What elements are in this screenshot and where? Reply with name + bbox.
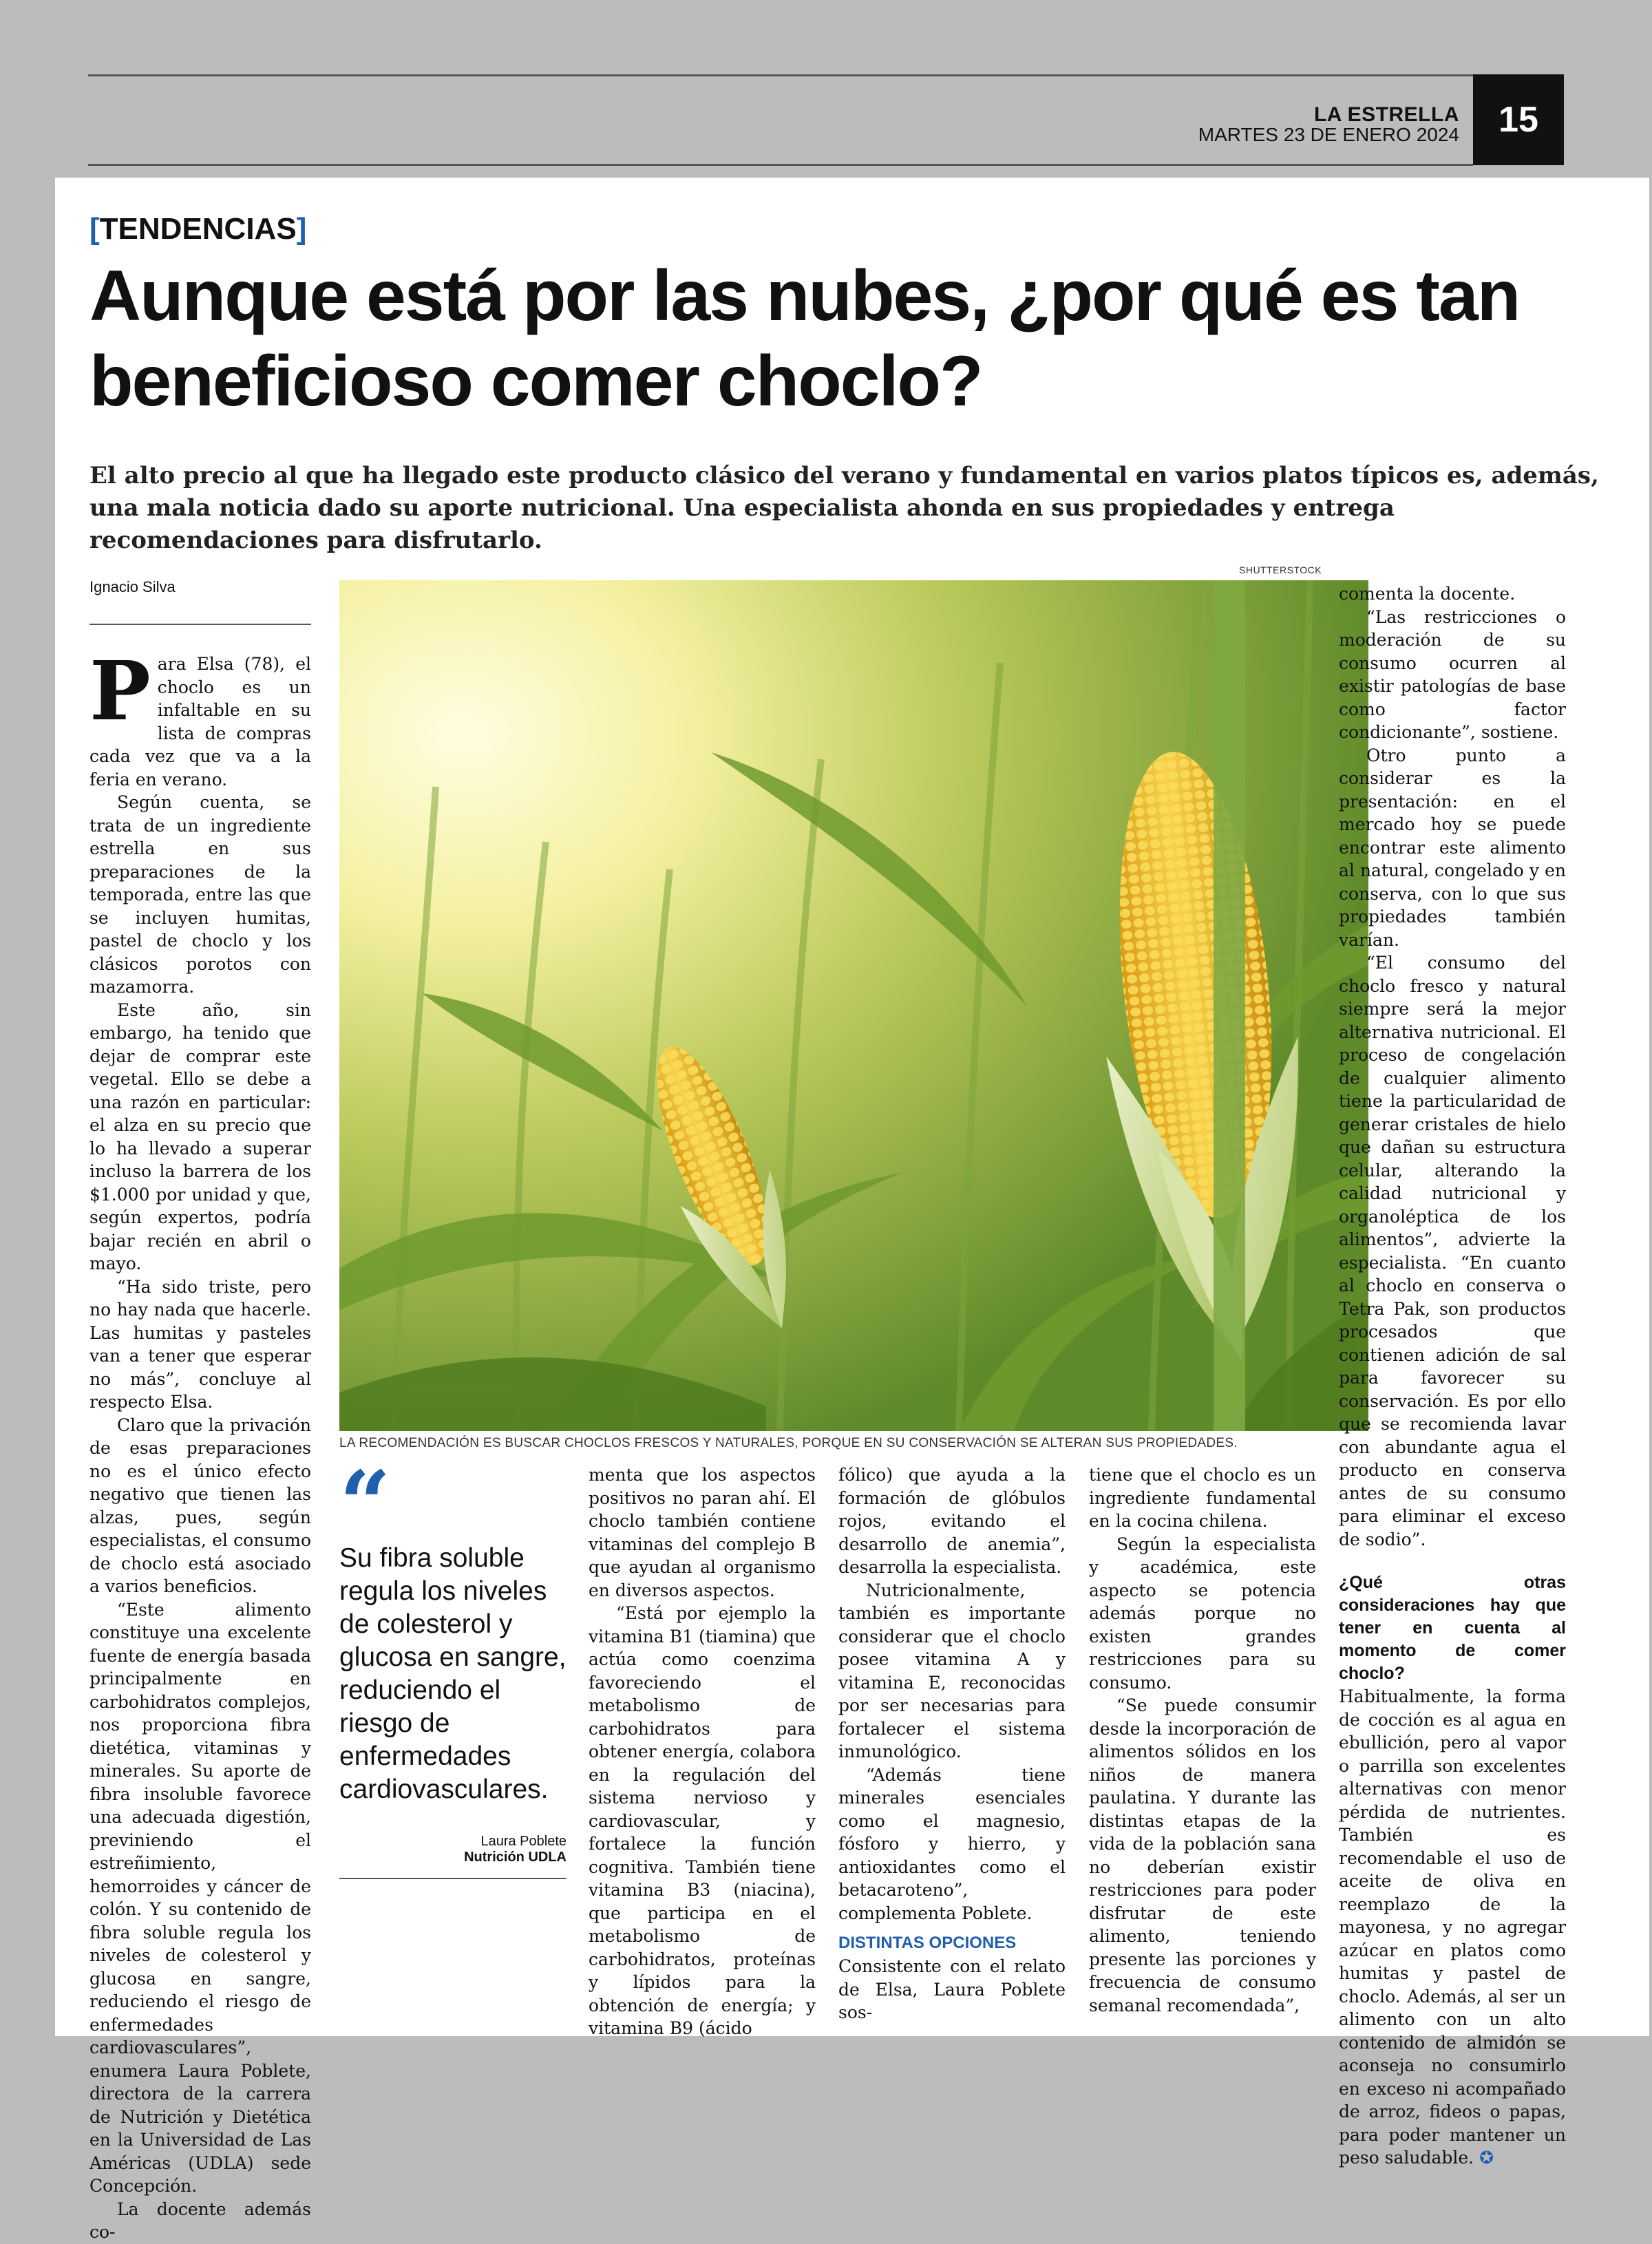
pull-quote-text: Su fibra soluble regula los niveles de colesterol y glucosa en sangre, reduciendo el riesgo de enfermedades cardiovasculares. (339, 1543, 566, 1804)
paragraph: Nutricionalmente, también es importante considerar que el choclo posee vitamina A y vitamina E, reconocidas por ser necesarias para fortalecer el sistema inmunológico. (838, 1580, 1066, 1761)
subheading: DISTINTAS OPCIONES (838, 1934, 1017, 1952)
header-bottom-rule (88, 164, 1473, 166)
photo-caption: LA RECOMENDACIÓN ES BUSCAR CHOCLOS FRESCOS Y NATURALES, PORQUE EN SU CONSERVACIÓN SE ALTERAN SUS PROPIEDADES. (339, 1436, 1238, 1450)
quote-mark-icon: “ (339, 1451, 391, 1556)
paragraph: tiene que el choclo es un ingrediente fundamental en la cocina chilena. (1089, 1465, 1316, 1531)
paragraph: Según cuenta, se trata de un ingrediente estrella en sus preparaciones de la temporada, entre las que se incluyen humitas, pastel de choclo y los clásicos porotos con mazamorra. (89, 792, 311, 997)
article-column-1 (89, 643, 311, 2244)
photo-credit: SHUTTERSTOCK (1239, 564, 1322, 575)
pull-quote-author: Laura Poblete (480, 1834, 566, 1849)
pull-quote-role: Nutrición UDLA (464, 1850, 566, 1865)
newspaper-name: LA ESTRELLA (1313, 103, 1459, 126)
header-top-rule (88, 74, 1564, 76)
article-column-5 (1089, 1463, 1316, 2017)
article-column-4 (838, 1463, 1066, 2024)
paragraph: menta que los aspectos positivos no paran ahí. El choclo también contiene vitaminas del complejo B que ayudan al organismo en diversos aspectos. (589, 1465, 816, 1600)
paragraph: Según la especialista y académica, este aspecto se potencia además porque no existen grandes restricciones para su consumo. (1089, 1534, 1316, 1693)
article-column-3 (589, 1463, 816, 2040)
paragraph: “Además tiene minerales esenciales como el magnesio, fósforo y hierro, y antioxidantes como el betacaroteno”, complementa Poblete. (838, 1764, 1066, 1923)
end-of-article-icon: ✪ (1479, 2148, 1494, 2168)
dropcap: P (89, 643, 151, 739)
paragraph: “El consumo del choclo fresco y natural siempre será la mejor alternativa nutricional. El proceso de congelación de cualquier alimento tiene la particularidad de generar cristales de hielo que dañan su estructura celular, alterando la calidad nutricional y organoléptica de los alimentos”, advierte la especialista. “En cuanto al choclo en conserva o Tetra Pak, son productos procesados que contienen adición de sal para favorecer su conservación. Es por ello que se recomienda lavar con abundante agua el producto en conserva antes de su consumo para eliminar el exceso de sodio”. (1339, 953, 1566, 1549)
pull-quote (339, 1451, 566, 1879)
paragraph: “Ha sido triste, pero no hay nada que hacerle. Las humitas y pasteles van a tener que esperar no más”, concluye al respecto Elsa. (89, 1276, 311, 1412)
paragraph: “Este alimento constituye una excelente fuente de energía basada principalmente en carbohidratos complejos, nos proporciona fibra dietética, vitaminas y minerales. Su aporte de fibra insoluble favorece una adecuada digestión, previniendo el estreñimiento, hemorroides y cáncer de colón. Y su contenido de fibra soluble regula los niveles de colesterol y glucosa en sangre, reduciendo el riesgo de enfermedades cardiovasculares”, enumera Laura Poblete, directora de la carrera de Nutrición y Dietética en la Universidad de Las Américas (UDLA) sede Concepción. (89, 1599, 311, 2196)
byline-rule (89, 624, 311, 625)
headline: Aunque está por las nubes, ¿por qué es tan beneficioso comer choclo? (89, 256, 1520, 421)
paragraph: Este año, sin embargo, ha tenido que dejar de comprar este vegetal. Ello se debe a una razón en particular: el alza en su precio que lo ha llevado a superar incluso la barrera de los $1.000 por unidad y que, según expertos, podría bajar recién en abril o mayo. (89, 999, 311, 1273)
opening-paragraph: Para Elsa (78), el choclo es un infaltable en su lista de compras cada vez que va a la feria en verano. (89, 643, 311, 790)
paragraph: La docente además co- (89, 2199, 311, 2242)
pull-quote-rule (339, 1878, 566, 1879)
paragraph: “Se puede consumir desde la incorporación de alimentos sólidos en los niños de manera paulatina. Y durante las distintas etapas de la vida de la población sana no deberían existir restricciones para poder disfrutar de este alimento, teniendo presente las porciones y frecuencia de consumo semanal recomendada”, (1089, 1695, 1316, 2015)
newspaper-page (55, 178, 1649, 2242)
page-number: 15 (1473, 74, 1564, 165)
paragraph: comenta la docente. (1339, 584, 1516, 604)
paragraph: fólico) que ayuda a la formación de glóbulos rojos, evitando el desarrollo de anemia”, desarrolla la especialista. (838, 1465, 1066, 1577)
issue-date: MARTES 23 DE ENERO 2024 (1198, 124, 1459, 145)
paragraph: Consistente con el relato de Elsa, Laura Poblete sos- (838, 1956, 1066, 2022)
byline: Ignacio Silva (89, 578, 176, 595)
paragraph: “Las restricciones o moderación de su consumo ocurren al existir patologías de base como factor condicionante”, sostiene. (1339, 606, 1566, 742)
corn-photo (339, 580, 1368, 1431)
paragraph: Claro que la privación de esas preparaciones no es el único efecto negativo que tienen las alzas, pues, según especialistas, el consumo de choclo está asociado a varios beneficios. (89, 1415, 311, 1596)
lead-paragraph: El alto precio al que ha llegado este producto clásico del verano y fundamental en varios platos típicos es, además, una mala noticia dado su aporte nutricional. Una especialista ahonda en sus propiedades y entrega recomendaciones para disfrutarlo. (89, 462, 1599, 554)
article-column-6 (1339, 582, 1566, 2170)
paragraph: Otro punto a considerar es la presentación: en el mercado hoy se puede encontrar este alimento al natural, congelado y en conserva, con lo que sus propiedades también varían. (1339, 745, 1566, 950)
paragraph: Habitualmente, la forma de cocción es al agua en ebullición, pero al vapor o parrilla son excelentes alternativas con menor pérdida de nutrientes. También es recomendable el uso de aceite de oliva en reemplazo de la mayonesa, y no agregar azúcar en platos como humitas y pastel de choclo. Además, al ser un alimento con un alto contenido de almidón se aconseja no consumirlo en exceso ni acompañado de arroz, fideos o papas, para poder mantener un peso saludable. ✪ (1339, 1686, 1566, 2168)
question-heading: ¿Qué otras consideraciones hay que tener en cuenta al momento de comer choclo? (1339, 1573, 1566, 1683)
section-tag: [TENDENCIAS] (89, 212, 307, 246)
paragraph: “Está por ejemplo la vitamina B1 (tiamina) que actúa como coenzima favoreciendo el metabolismo de carbohidratos para obtener energía, colabora en la regulación del sistema nervioso y cardiovascular, y fortalece la función cognitiva. También tiene vitamina B3 (niacina), que participa en el metabolismo de carbohidratos, proteínas y lípidos para la obtención de energía; y vitamina B9 (ácido (589, 1603, 816, 2038)
